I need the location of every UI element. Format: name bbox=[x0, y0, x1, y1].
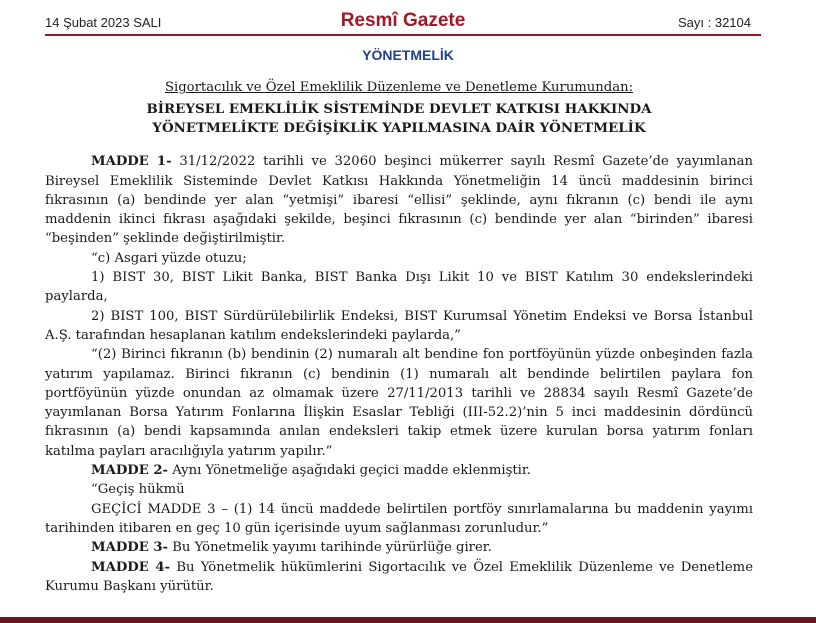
article-label: MADDE 2- bbox=[91, 463, 168, 479]
clause-c2-paragraph bbox=[45, 307, 753, 346]
clause-c1-paragraph bbox=[45, 268, 753, 307]
regulation-title-line-1: BİREYSEL EMEKLİLİK SİSTEMİNDE DEVLET KATKISI HAKKINDA bbox=[146, 101, 652, 118]
article-4-paragraph bbox=[45, 558, 753, 597]
section-label: YÖNETMELİK bbox=[362, 47, 454, 63]
article-3-paragraph bbox=[45, 538, 753, 557]
issue-number: Sayı : 32104 bbox=[678, 15, 751, 30]
gazette-title: Resmî Gazete bbox=[340, 10, 466, 31]
regulation-title-line-2: YÖNETMELİKTE DEĞİŞİKLİK YAPILMASINA DAİR YÖNETMELİK bbox=[152, 120, 646, 137]
transition-heading bbox=[45, 480, 753, 499]
paragraph-text: Aynı Yönetmeliğe aşağıdaki geçici madde eklenmiştir. bbox=[168, 463, 531, 479]
issuing-institution: Sigortacılık ve Özel Emeklilik Düzenleme ve Denetleme Kurumundan: bbox=[164, 80, 634, 95]
subsection-2-paragraph bbox=[45, 345, 753, 461]
paragraph-text: Bu Yönetmelik hükümlerini Sigortacılık ve Özel Emeklilik Düzenleme ve Denetleme Kurumu Başkanı yürütür. bbox=[45, 559, 753, 594]
paragraph-text: GEÇİCİ MADDE 3 – (1) 14 üncü maddede belirtilen portföy sınırlamalarına bu maddenin yayımı tarihinden itibaren en geç 10 gün içerisinde uyum sağlanması zorunludur.” bbox=[45, 501, 753, 536]
article-label: MADDE 1- bbox=[91, 154, 172, 170]
clause-c-paragraph bbox=[45, 249, 753, 268]
article-1-paragraph bbox=[45, 152, 753, 248]
paragraph-text: “c) Asgari yüzde otuzu; bbox=[91, 250, 247, 266]
bottom-border bbox=[0, 617, 816, 623]
article-label: MADDE 4- bbox=[91, 559, 171, 575]
paragraph-text: “Geçiş hükmü bbox=[91, 482, 185, 498]
article-2-paragraph bbox=[45, 461, 753, 480]
paragraph-text: 2) BIST 100, BIST Sürdürülebilirlik Endeksi, BIST Kurumsal Yönetim Endeksi ve Borsa İstanbul A.Ş. tarafından hesaplanan katılım endekslerindeki paylarda,” bbox=[45, 308, 753, 343]
gazette-header bbox=[45, 10, 761, 36]
paragraph-text: 31/12/2022 tarihli ve 32060 beşinci mükerrer sayılı Resmî Gazete’de yayımlanan Bireysel Emeklilik Sisteminde Devlet Katkısı Hakkında Yönetmeliğin 14 üncü maddesinin birinci fıkrasının (a) bendinde yer alan “yetmişi” ibaresi “ellisi” şeklinde, aynı fıkranın (c) bendi ile aynı maddenin ikinci fıkrası aşağıdaki şekilde, beşinci fıkrasının (c) bendinde yer alan “birinden” ibaresi “beşinden” şeklinde değiştirilmiştir. bbox=[45, 154, 753, 247]
regulation-title bbox=[45, 100, 753, 138]
paragraph-text: 1) BIST 30, BIST Likit Banka, BIST Banka Dışı Likit 10 ve BIST Katılım 30 endekslerindeki paylarda, bbox=[45, 270, 753, 305]
paragraph-text: Bu Yönetmelik yayımı tarihinde yürürlüğe girer. bbox=[168, 540, 492, 556]
temporary-article-3-paragraph bbox=[45, 500, 753, 539]
article-label: MADDE 3- bbox=[91, 540, 168, 556]
paragraph-text: “(2) Birinci fıkranın (b) bendinin (2) numaralı alt bendine fon portföyünün yüzde onbeşinden fazla yatırım yapılamaz. Birinci fıkranın (c) bendinin (1) numaralı alt bendinde belirtilen paylara fon portföyünün yüzde onundan az olmamak üzere 27/11/2013 tarihli ve 28834 sayılı Resmî Gazete’de yayımlanan Borsa Yatırım Fonlarına İlişkin Esaslar Tebliği (III-52.2)’nin 5 inci maddesinin dördüncü fıkrasının (a) bendi kapsamında anılan endeksleri takip etmek üzere kurulan borsa yatırım fonları katılma payları aracılığıyla yatırım yapılır.” bbox=[45, 347, 753, 459]
issue-date: 14 Şubat 2023 SALI bbox=[45, 15, 162, 30]
regulation-body bbox=[45, 78, 753, 596]
